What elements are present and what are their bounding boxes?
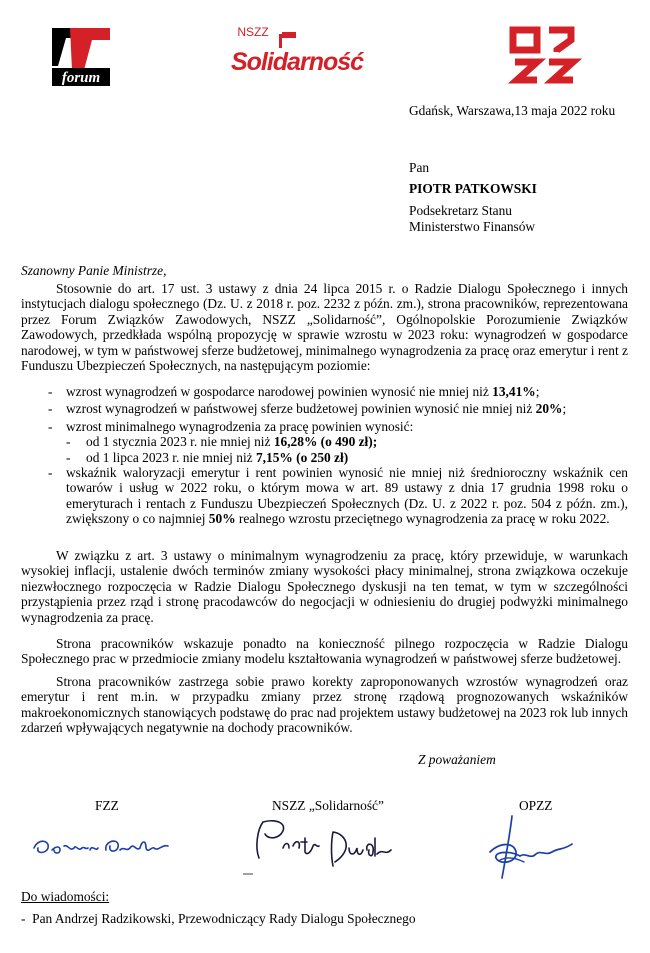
list-item: - wskaźnik waloryzacji emerytur i rent powinien wynosić nie mniej niż średnioroczny wskaźnik cen towarów i usług w 2022 roku, o którym mowa w art. 89 ustawy z dnia 17 grudnia 1998 roku o emeryturach i rentach z Funduszu Ubezpieczeń Społecznych (Dz. U. z 2022 r. poz. 504 z późn. zm.), zwiększony o co najmniej 50% realnego wzrostu przeciętnego wynagrodzenia za pracę w roku 2022. bbox=[48, 465, 628, 527]
place-date: Gdańsk, Warszawa,13 maja 2022 roku bbox=[409, 103, 616, 118]
recipient-title: Podsekretarz Stanu bbox=[409, 203, 513, 218]
signatory-solidarnosc: NSZZ „Solidarność” bbox=[272, 798, 384, 813]
paragraph-minimum-wage: W związku z art. 3 ustawy o minimalnym wynagrodzeniu za pracę, który przewiduje, w warunkach wysokiej inflacji, ustalenie dwóch terminów zmiany wysokości płacy minimalnej, strona związkowa oczekuje niezwłocznego rozpoczęcia w Radzie Dialogu Społecznego dyskusji na ten temat, w tym w szczególności przystąpienia przez rząd i stronę pracodawców do negocjacji w odniesieniu do drugiej podwyżki minimalnego wynagrodzenia za pracę. bbox=[21, 548, 628, 625]
min-wage-jul-value: 7,15% (o 250 zł) bbox=[255, 449, 349, 465]
signature-fzz bbox=[30, 822, 180, 872]
cc-item: - Pan Andrzej Radzikowski, Przewodniczący Rady Dialogu Społecznego bbox=[21, 911, 416, 926]
signatory-fzz: FZZ bbox=[95, 798, 119, 813]
indexation-value: 50% bbox=[208, 511, 236, 527]
signature-opzz bbox=[460, 812, 580, 886]
fzz-logo bbox=[48, 26, 112, 88]
intro-paragraph: Stosownie do art. 17 ust. 3 ustawy z dnia 24 lipca 2015 r. o Radzie Dialogu Społecznego i innych instytucjach dialogu społecznego (Dz. U. z 2018 r. poz. 2232 z późn. zm.), strona pracowników, reprezentowana przez Forum Związków Zawodowych, NSZZ „Solidarność”, Ogólnopolskie Porozumienie Związków Zawodowych, przedkłada wspólną propozycję w sprawie wzrostu w 2023 roku: wynagrodzeń w gospodarce narodowej, w tym w państwowej sferze budżetowej, minimalnego wynagrodzenia za pracę oraz emerytur i rent z Funduszu Ubezpieczeń Społecznych, na następującym poziomie: bbox=[21, 281, 628, 374]
proposal-list bbox=[48, 384, 628, 527]
svg-text:forum: forum bbox=[61, 70, 101, 86]
greeting: Szanowny Panie Ministrze, bbox=[21, 263, 167, 278]
opzz-logo bbox=[507, 22, 587, 86]
paragraph-reservation: Strona pracowników zastrzega sobie prawo korekty zaproponowanych wzrostów wynagrodzeń oraz emerytur i rent m.in. w przypadku zmiany przez stronę rządową prognozowanych wskaźników makroekonomicznych stanowiących podstawę do prac nad projektem ustawy budżetowej na 2023 rok lub innych zdarzeń wpływających negatywnie na dochody pracowników. bbox=[21, 674, 628, 736]
list-subitem: - od 1 lipca 2023 r. nie mniej niż 7,15% (o 250 zł) bbox=[66, 449, 349, 465]
list-item: - wzrost wynagrodzeń w gospodarce narodowej powinien wynosić nie mniej niż 13,41%; bbox=[48, 384, 540, 399]
list-item: - wzrost wynagrodzeń w państwowej sferze budżetowej powinien wynosić nie mniej niż 20%; bbox=[48, 401, 567, 417]
wage-growth-value: 13,41% bbox=[492, 384, 536, 399]
solidarnosc-logo bbox=[219, 22, 374, 84]
recipient-salutation: Pan bbox=[409, 160, 430, 175]
signatory-opzz: OPZZ bbox=[519, 798, 553, 813]
budget-wage-value: 20% bbox=[535, 401, 563, 417]
signature-solidarnosc bbox=[235, 812, 405, 878]
svg-text:Solidarność: Solidarność bbox=[230, 48, 364, 76]
cc-heading: Do wiadomości: bbox=[21, 889, 110, 904]
closing: Z poważaniem bbox=[418, 752, 496, 767]
paragraph-budget-sphere: Strona pracowników wskazuje ponadto na konieczność pilnego rozpoczęcia w Radzie Dialogu Społecznego prac w przedmiocie zmiany modelu kształtowania wynagrodzeń w państwowej sferze budżetowej. bbox=[21, 636, 628, 667]
list-subitem: - od 1 stycznia 2023 r. nie mniej niż 16,28% (o 490 zł); bbox=[66, 434, 378, 450]
list-item: - wzrost minimalnego wynagrodzenia za pracę powinien wynosić: bbox=[48, 418, 414, 434]
recipient-name: PIOTR PATKOWSKI bbox=[409, 181, 537, 196]
min-wage-jan-value: 16,28% (o 490 zł); bbox=[273, 434, 378, 450]
recipient-ministry: Ministerstwo Finansów bbox=[409, 219, 536, 234]
svg-text:NSZZ: NSZZ bbox=[237, 25, 269, 39]
